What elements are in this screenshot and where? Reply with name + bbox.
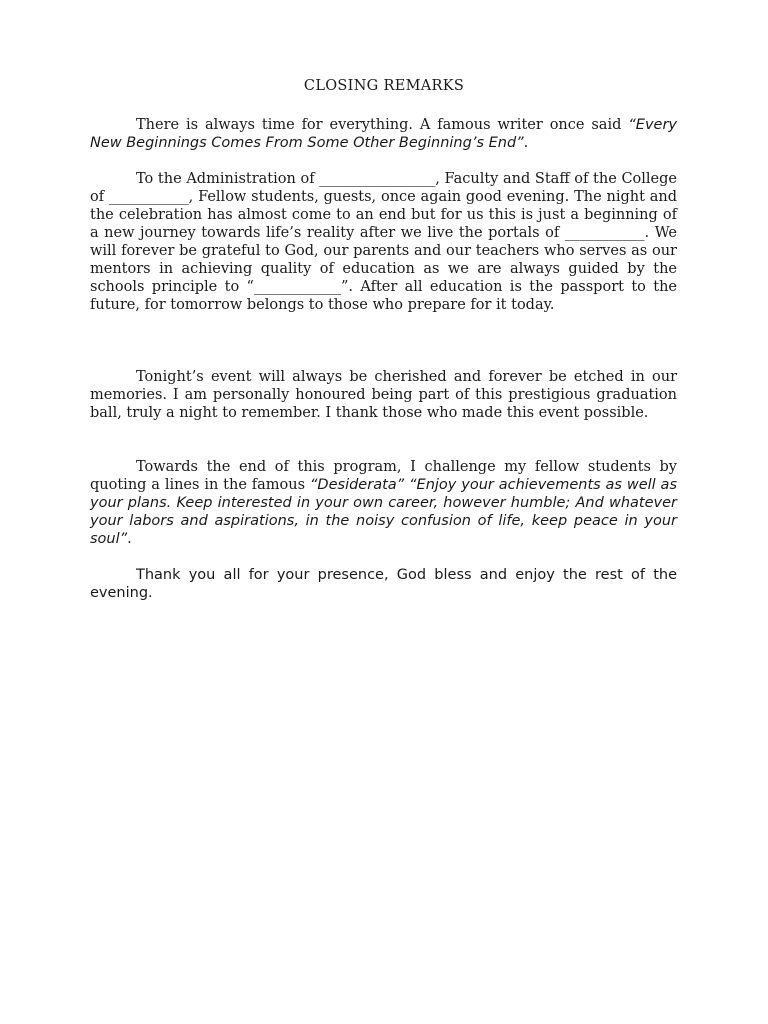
paragraph-acknowledgement-text: To the Administration of ________________, Faculty and Staff of the College of ___________, Fellow students, guests, once again good evening. The night and the celebration has almost come to an end but for us this is just a beginning of a new journey towards life’s reality after we live the portals of ___________. We will forever be grateful to God, our parents and our teachers who serves as our mentors in achieving quality of education as we are always guided by the schools principle to “____________”. After all education is the passport to the future, for tomorrow belongs to those who prepare for it today. (90, 171, 677, 313)
paragraph-opening (90, 116, 677, 152)
paragraph-memories-text: Tonight’s event will always be cherished and forever be etched in our memories. I am personally honoured being part of this prestigious graduation ball, truly a night to remember. I thank those who made this event possible. (90, 369, 677, 421)
desiderata-quote: “Desiderata” “Enjoy your achievements as well as your plans. Keep interested in your own career, however humble; And whatever your labors and aspirations, in the noisy confusion of life, keep peace in your soul” (90, 477, 677, 547)
paragraph-challenge-end: . (127, 531, 132, 547)
paragraph-challenge-text: Towards the end of this program, I challenge my fellow students by quoting a lines in the famous (90, 459, 677, 493)
paragraph-opening-end: . (523, 135, 529, 151)
paragraph-memories (90, 368, 677, 422)
paragraph-thanks-text: Thank you all for your presence, God bless and enjoy the rest of the evening. (90, 567, 677, 601)
document-title: CLOSING REMARKS (303, 78, 465, 94)
paragraph-opening-text: There is always time for everything. A famous writer once said (136, 117, 629, 133)
paragraph-thanks (90, 566, 677, 602)
paragraph-challenge (90, 458, 677, 548)
paragraph-acknowledgement (90, 170, 677, 314)
famous-quote: “Every New Beginnings Comes From Some Other Beginning’s End” (90, 117, 677, 151)
